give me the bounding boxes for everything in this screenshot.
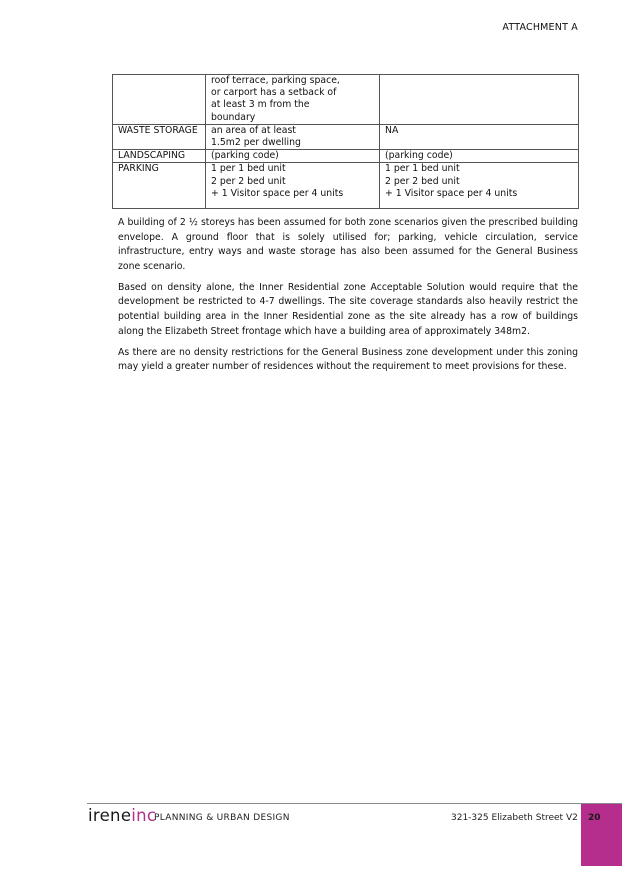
- footer-address: 321-325 Elizabeth Street V2: [451, 813, 578, 823]
- table-cell-general-business: (parking code): [380, 150, 579, 163]
- paragraph: A building of 2 ½ storeys has been assumed for both zone scenarios given the prescribed building envelope. A ground floor that is solely utilised for; parking, vehicle circulation, service infrastructure, entry ways and waste storage has also been assumed for the General Business zone scenario.: [118, 217, 578, 272]
- page-number: 20: [588, 813, 601, 823]
- logo-irene-text: irene: [88, 806, 132, 825]
- table-row: [113, 150, 579, 163]
- ireneinc-logo: [88, 806, 156, 826]
- footer-tagline: PLANNING & URBAN DESIGN: [154, 813, 290, 823]
- footer-divider: [87, 803, 622, 804]
- table-cell-label: PARKING: [113, 163, 206, 209]
- paragraph: Based on density alone, the Inner Residential zone Acceptable Solution would require that the development be restricted to 4-7 dwellings. The site coverage standards also heavily restrict the potential building area in the Inner Residential zone as the site already has a row of buildings along the Elizabeth Street frontage which have a building area of approximately 348m2.: [118, 281, 578, 337]
- table-cell-inner-residential: roof terrace, parking space, or carport has a setback of at least 3 m from the boundary: [206, 75, 380, 125]
- page-number-box: [581, 804, 622, 866]
- table-cell-label: LANDSCAPING: [113, 150, 206, 163]
- table-cell-label: [113, 75, 206, 125]
- logo-inc-text: inc: [131, 806, 157, 825]
- table-row: [113, 163, 579, 209]
- body-text: [118, 216, 578, 381]
- table-cell-general-business: 1 per 1 bed unit 2 per 2 bed unit + 1 Visitor space per 4 units: [380, 163, 579, 209]
- table-cell-label: WASTE STORAGE: [113, 124, 206, 149]
- zone-standards-table: [112, 74, 579, 209]
- table-row: [113, 124, 579, 149]
- attachment-header: ATTACHMENT A: [502, 22, 578, 33]
- table-cell-inner-residential: (parking code): [206, 150, 380, 163]
- table-cell-inner-residential: an area of at least 1.5m2 per dwelling: [206, 124, 380, 149]
- table-cell-general-business: [380, 75, 579, 125]
- table-cell-general-business: NA: [380, 124, 579, 149]
- paragraph: As there are no density restrictions for the General Business zone development under this zoning may yield a greater number of residences without the requirement to meet provisions for these.: [118, 346, 578, 373]
- table-cell-inner-residential: 1 per 1 bed unit 2 per 2 bed unit + 1 Visitor space per 4 units: [206, 163, 380, 209]
- table-row: [113, 75, 579, 125]
